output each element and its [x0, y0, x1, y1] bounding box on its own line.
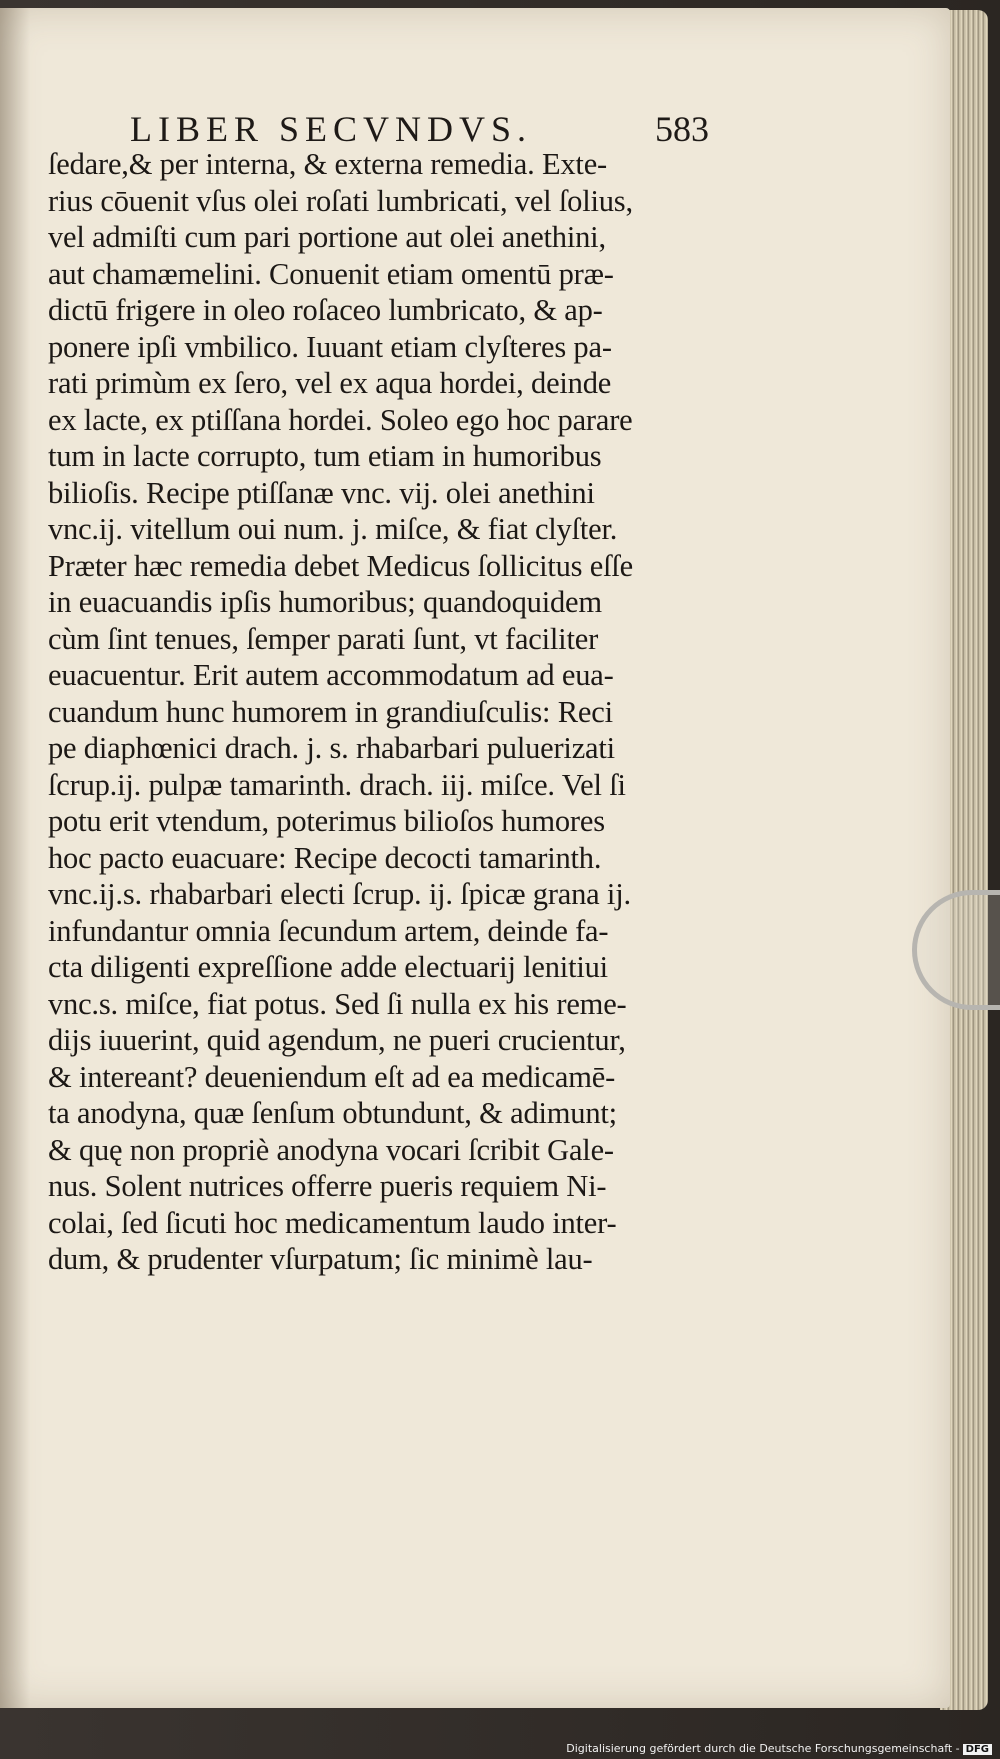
text-line: hoc pacto euacuare: Recipe decocti tamarinth. [48, 840, 602, 875]
footer-text: Digitalisierung gefördert durch die Deutsche Forschungsgemeinschaft - [566, 1742, 960, 1755]
body-text [48, 146, 718, 1278]
text-line: vnc.ij. vitellum oui num. j. miſce, & fiat clyſter. [48, 512, 618, 546]
running-head: LIBER SECVNDVS. [130, 109, 533, 149]
text-line: ex lacte, ex ptiſſana hordei. Soleo ego hoc parare [48, 402, 633, 437]
text-line: & intereant? deueniendum eſt ad ea medicamē- [48, 1059, 616, 1094]
text-line: ponere ipſi vmbilico. Iuuant etiam clyſteres pa- [48, 329, 612, 364]
text-line: vnc.ij.s. rhabarbari electi ſcrup. ij. ſpicæ grana ij. [48, 877, 631, 911]
text-line: aut chamæmelini. Conuenit etiam omentū præ- [48, 256, 614, 291]
text-line: bilioſis. Recipe ptiſſanæ vnc. vij. olei anethini [48, 475, 595, 510]
text-line: vnc.s. miſce, fiat potus. Sed ſi nulla ex his reme- [48, 986, 627, 1021]
text-line: dictū frigere in oleo roſaceo lumbricato, & ap- [48, 293, 603, 327]
text-line: tum in lacte corrupto, tum etiam in humoribus [48, 439, 602, 473]
page-number: 583 [655, 109, 709, 149]
page-gutter-shadow [0, 8, 30, 1708]
text-line: vel admiſti cum pari portione aut olei anethini, [48, 220, 606, 254]
text-line: rius cōuenit vſus olei roſati lumbricati, vel ſolius, [48, 183, 633, 218]
text-line: dijs iuuerint, quid agendum, ne pueri crucientur, [48, 1023, 626, 1057]
text-line: & quę non propriè anodyna vocari ſcribit Gale- [48, 1132, 614, 1167]
text-line: ſcrup.ij. pulpæ tamarinth. drach. iij. miſce. Vel ſi [48, 767, 626, 802]
text-line: cta diligenti expreſſione adde electuarij lenitiui [48, 950, 608, 984]
text-line: infundantur omnia ſecundum artem, deinde fa- [48, 913, 609, 948]
text-line: cùm ſint tenues, ſemper parati ſunt, vt faciliter [48, 621, 599, 656]
text-line: dum, & prudenter vſurpatum; ſic minimè lau- [48, 1242, 593, 1276]
text-line: potu erit vtendum, poterimus bilioſos humores [48, 804, 605, 838]
text-line: in euacuandis ipſis humoribus; quandoquidem [48, 585, 602, 619]
digitization-footer [566, 1742, 992, 1755]
text-line: cuandum hunc humorem in grandiuſculis: Reci [48, 694, 613, 729]
text-line: nus. Solent nutrices offerre pueris requiem Ni- [48, 1169, 607, 1203]
text-line: Præter hæc remedia debet Medicus ſollicitus eſſe [48, 548, 633, 583]
text-line: rati primùm ex ſero, vel ex aqua hordei, deinde [48, 366, 612, 400]
text-line: colai, ſed ſicuti hoc medicamentum laudo inter- [48, 1205, 617, 1240]
text-line: ſedare,& per interna, & externa remedia. Exte- [48, 147, 607, 181]
dfg-logo-icon: DFG [963, 1744, 992, 1755]
text-line: euacuentur. Erit autem accommodatum ad eua- [48, 658, 614, 692]
text-line: pe diaphœnici drach. j. s. rhabarbari puluerizati [48, 731, 615, 765]
text-line: ta anodyna, quæ ſenſum obtundunt, & adimunt; [48, 1096, 617, 1130]
